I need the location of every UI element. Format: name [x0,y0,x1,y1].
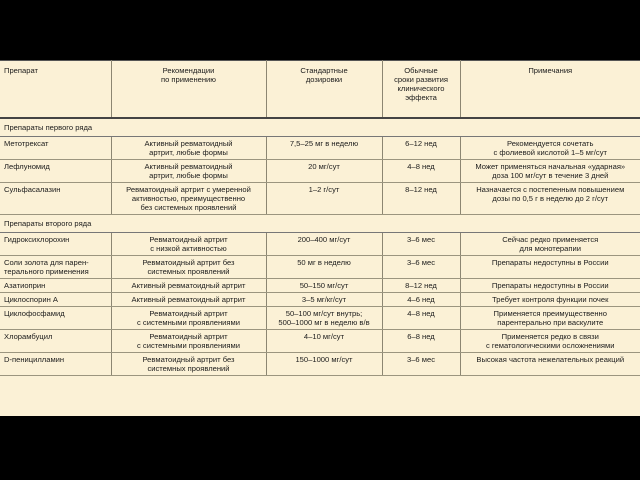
cell-line: 8–12 нед [405,280,437,290]
recommendation-cell [111,278,266,292]
dose-cell [266,182,382,214]
table-header [0,61,640,118]
cell-line: с фолиевой кислотой 1–5 мг/сут [493,147,607,157]
onset-cell [382,352,460,375]
dmard-table [0,60,640,376]
cell-line: Циклофосфамид [4,308,65,318]
header-onset: Обычные сроки развития клинического эффекта [382,61,460,118]
cell-line: 20 мг/сут [308,161,340,171]
cell-line: Лефлуномид [4,161,50,171]
dose-cell [266,136,382,159]
cell-line: системных проявлений [147,363,230,373]
table-row [0,182,640,214]
cell-line: Требует контроля функции почек [492,294,609,304]
recommendation-cell [111,182,266,214]
cell-line: с системными проявлениями [137,340,240,350]
cell-line: без системных проявлений [140,202,237,212]
cell-line: Применяется преимущественно [493,308,607,318]
cell-line: 4–6 нед [407,294,435,304]
cell-line: Сейчас редко применяется [502,234,599,244]
cell-line: дозы по 0,5 г в неделю до 2 г/сут [492,193,609,203]
cell-line: Назначается с постепенным повышением [476,184,625,194]
cell-line: Циклоспорин А [4,294,58,304]
onset-cell [382,329,460,352]
drug-cell [0,352,111,375]
cell-line: Соли золота для парен- [4,257,89,267]
drug-cell [0,136,111,159]
header-recommendations: Рекомендации по применению [111,61,266,118]
note-cell [460,232,640,255]
onset-cell [382,306,460,329]
cell-line: Хлорамбуцил [4,331,53,341]
cell-line: для монотерапии [519,243,581,253]
cell-line: 200–400 мг/сут [297,234,351,244]
cell-line: 3–6 мес [406,257,436,267]
cell-line: Активный ревматоидный артрит [131,294,246,304]
section-row [0,118,640,137]
note-cell [460,255,640,278]
recommendation-cell [111,232,266,255]
cell-line: 50–150 мг/сут [299,280,349,290]
cell-line: 50 мг в неделю [297,257,351,267]
onset-cell [382,232,460,255]
cell-line: парентерально при васкулите [497,317,604,327]
table-row [0,352,640,375]
table-body [0,118,640,376]
cell-line: Ревматоидный артрит [149,331,228,341]
drug-cell [0,329,111,352]
drug-cell [0,182,111,214]
cell-line: 6–8 нед [407,331,435,341]
dose-cell [266,352,382,375]
cell-line: Высокая частота нежелательных реакций [476,354,625,364]
cell-line: с низкой активностью [150,243,227,253]
cell-line: Ревматоидный артрит [149,308,228,318]
recommendation-cell [111,306,266,329]
table-row [0,136,640,159]
cell-line: 50–100 мг/сут внутрь; [285,308,363,318]
section-row [0,214,640,232]
cell-line: 7,5–25 мг в неделю [289,138,359,148]
cell-line: Применяется редко в связи [501,331,599,341]
dose-cell [266,159,382,182]
cell-line: 4–8 нед [407,161,435,171]
cell-line: 6–12 нед [405,138,437,148]
onset-cell [382,182,460,214]
onset-cell [382,292,460,306]
cell-line: 3–6 мес [406,234,436,244]
note-cell [460,352,640,375]
drug-cell [0,232,111,255]
cell-line: Ревматоидный артрит без [142,257,235,267]
cell-line: Ревматоидный артрит с умеренной [126,184,251,194]
dose-cell [266,306,382,329]
cell-line: 8–12 нед [405,184,437,194]
cell-line: Препараты недоступны в России [491,280,609,290]
cell-line: 4–10 мг/сут [303,331,345,341]
header-dose: Стандартные дозировки [266,61,382,118]
note-cell [460,159,640,182]
recommendation-cell [111,136,266,159]
cell-line: Ревматоидный артрит без [142,354,235,364]
onset-cell [382,255,460,278]
drug-cell [0,159,111,182]
drug-cell [0,278,111,292]
cell-line: 150–1000 мг/сут [295,354,353,364]
recommendation-cell [111,159,266,182]
table-row [0,278,640,292]
table-row [0,232,640,255]
cell-line: Активный ревматоидный [144,138,233,148]
table-row [0,255,640,278]
cell-line: Метотрексат [4,138,49,148]
note-cell [460,306,640,329]
recommendation-cell [111,329,266,352]
note-cell [460,182,640,214]
cell-line: Рекомендуется сочетать [507,138,594,148]
section-title: Препараты первого ряда [0,118,640,137]
cell-line: Азатиоприн [4,280,46,290]
onset-cell [382,136,460,159]
cell-line: 3–6 мес [406,354,436,364]
onset-cell [382,159,460,182]
cell-line: терального применения [4,266,89,276]
cell-line: системных проявлений [147,266,230,276]
table-row [0,159,640,182]
cell-line: доза 100 мг/сут в течение 3 дней [492,170,609,180]
table-row [0,292,640,306]
dose-cell [266,278,382,292]
cell-line: активностью, преимущественно [131,193,246,203]
recommendation-cell [111,292,266,306]
cell-line: Активный ревматоидный артрит [131,280,246,290]
dose-cell [266,329,382,352]
note-cell [460,136,640,159]
recommendation-cell [111,352,266,375]
cell-line: с системными проявлениями [137,317,240,327]
cell-line: 1–2 г/сут [308,184,340,194]
note-cell [460,278,640,292]
onset-cell [382,278,460,292]
cell-line: 3–5 мг/кг/сут [301,294,347,304]
cell-line: артрит, любые формы [149,170,228,180]
cell-line: артрит, любые формы [149,147,228,157]
table-row [0,329,640,352]
header-drug: Препарат [4,66,38,75]
note-cell [460,329,640,352]
header-notes: Примечания [460,61,640,118]
section-title: Препараты второго ряда [0,214,640,232]
cell-line: Препараты недоступны в России [491,257,609,267]
drug-cell [0,255,111,278]
table-row [0,306,640,329]
note-cell [460,292,640,306]
cell-line: Активный ревматоидный [144,161,233,171]
drug-cell [0,306,111,329]
cell-line: Гидроксихлорохин [4,234,70,244]
cell-line: 4–8 нед [407,308,435,318]
cell-line: D-пеницилламин [4,354,65,364]
cell-line: 500–1000 мг в неделю в/в [278,317,370,327]
recommendation-cell [111,255,266,278]
drug-cell [0,292,111,306]
dose-cell [266,292,382,306]
dose-cell [266,255,382,278]
cell-line: Ревматоидный артрит [149,234,228,244]
drug-table-page [0,60,640,416]
dose-cell [266,232,382,255]
cell-line: с гематологическими осложнениями [485,340,615,350]
cell-line: Может применяться начальная «ударная» [475,161,626,171]
cell-line: Сульфасалазин [4,184,61,194]
